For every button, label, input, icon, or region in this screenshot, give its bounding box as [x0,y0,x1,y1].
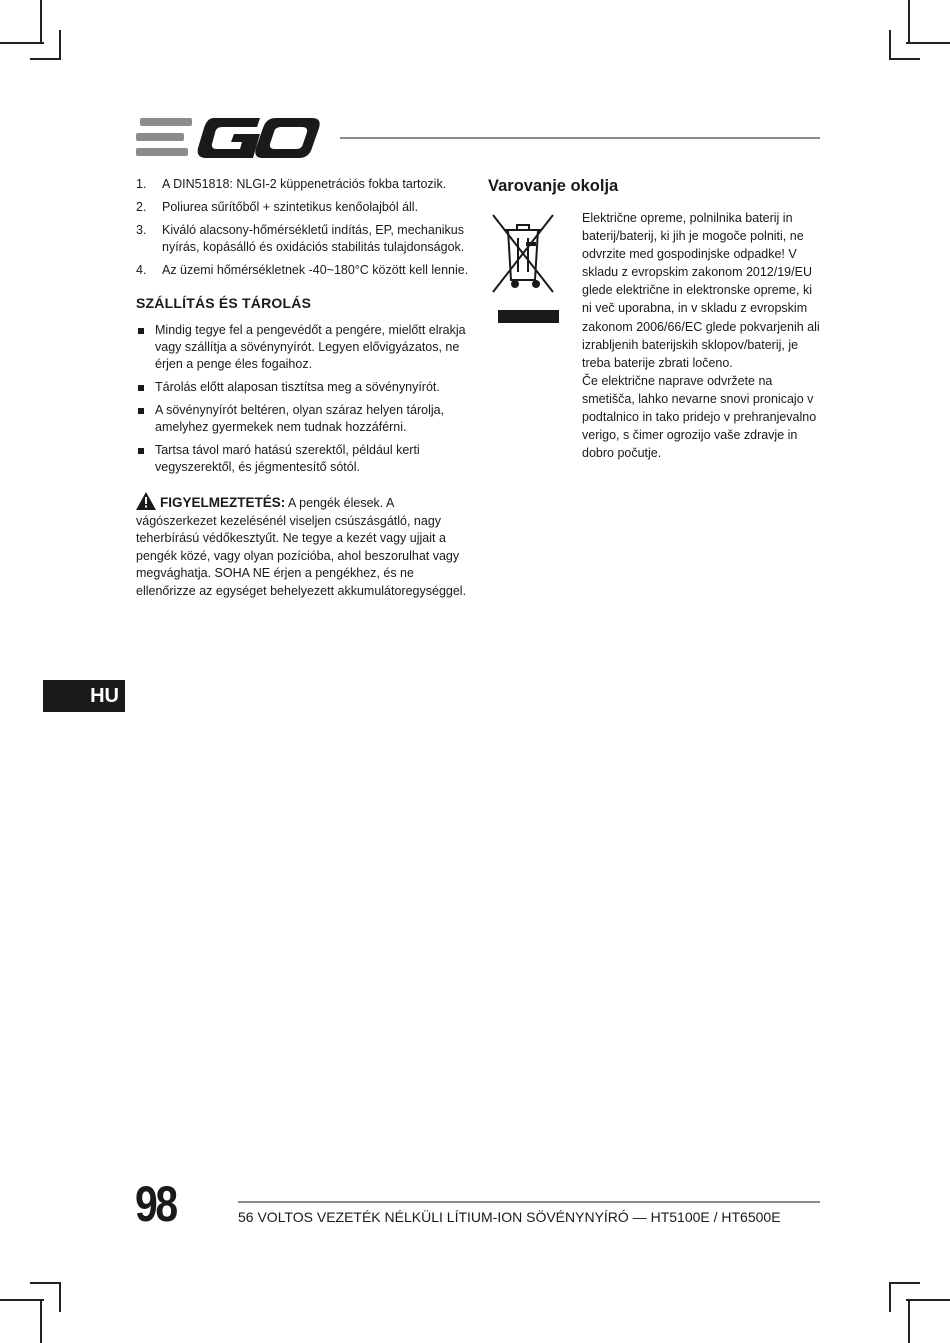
weee-bar [498,310,559,323]
list-item: 1. A DIN51818: NLGI-2 küppenetrációs fokba tartozik. [136,177,447,191]
crop-mark [906,1299,950,1301]
bullet-square-icon [138,448,144,454]
bullet-list [136,322,476,476]
bullet-square-icon [138,408,144,414]
list-item: 3. Kiváló alacsony-hőmérsékletű indítás, EP, mechanikus nyírás, kopásálló és oxidációs stabilitás tulajdonságok. [136,223,465,254]
crop-mark [908,1299,910,1343]
crop-mark [906,42,950,44]
crop-mark [59,30,61,60]
ego-logo [136,116,322,160]
bullet-square-icon [138,385,144,391]
warning-block [136,492,476,600]
footer-rule [238,1201,820,1203]
header-rule [340,137,820,139]
crop-mark [40,0,42,44]
warning-label: FIGYELMEZTETÉS: [160,495,286,510]
environment-title: Varovanje okolja [488,177,619,195]
crop-mark [30,1282,61,1284]
numbered-list [136,176,476,279]
list-item: 2. Poliurea sűrítőből + szintetikus kenőolajból áll. [136,200,419,214]
bullet-square-icon [138,328,144,334]
list-item: Tartsa távol maró hatású szerektől, például kerti vegyszerektől, és jégmentesítő sótól. [136,442,476,476]
environment-text: Električne opreme, polnilnika baterij in baterij/baterij, ki jih je mogoče polniti, ne odvrzite med gospodinjske odpadke! V skladu z evropskim zakonom 2012/19/EU glede električne in elektronske opreme, ki ni več uporabna, in v skladu z evropskim zakonom 2006/66/EC glede pokvarjenih ali izrabljenih baterijskih sklopov/baterij, je treba baterije zbrati ločeno. Če električne naprave odvržete na smetišča, lahko nevarne snovi pronicajo v podtalnico in tako pridejo v prehranjevalno verigo, s čimer ogrozijo vaše zdravje in dobro počutje. [582,211,820,461]
warning-text: A pengék élesek. A vágószerkezet kezelésénél viseljen csúszásgátló, nagy teherbírású védőkesztyűt. Ne tegye a kezét vagy ujjait a pengék közé, vagy olyan pozícióba, ahol beszorulhat vagy megvághatja. SOHA NE érjen a pengékhez, és ne ellenőrizze az egységet behelyezett akkumulátoregységgel. [136,496,467,598]
page-number: 98 [135,1176,176,1232]
language-tab: HU [43,680,125,712]
crop-mark [889,58,920,60]
crossed-bin-icon [490,212,556,296]
left-column [136,176,476,600]
crop-mark [40,1299,42,1343]
list-item: A sövénynyírót beltéren, olyan száraz helyen tárolja, amelyhez gyermekek nem tudnak hozzáférni. [136,402,476,436]
list-item: Tárolás előtt alaposan tisztítsa meg a sövénynyírót. [136,379,476,396]
list-item: Mindig tegye fel a pengevédőt a pengére, mielőtt elrakja vagy szállítja a sövénynyírót. Legyen elővigyázatos, ne érjen a penge éles fogaihoz. [136,322,476,373]
warning-triangle-icon [136,492,156,510]
crop-mark [0,1299,44,1301]
list-item: 4. Az üzemi hőmérsékletnek -40~180°C között kell lennie. [136,263,469,277]
crop-mark [889,30,891,60]
crop-mark [908,0,910,44]
crop-mark [889,1282,891,1312]
section-title: SZÁLLÍTÁS ÉS TÁROLÁS [136,295,312,311]
crop-mark [30,58,61,60]
crop-mark [889,1282,920,1284]
crop-mark [0,42,44,44]
crop-mark [59,1282,61,1312]
footer-title: 56 VOLTOS VEZETÉK NÉLKÜLI LÍTIUM-ION SÖVÉNYNYÍRÓ — HT5100E / HT6500E [238,1209,781,1225]
